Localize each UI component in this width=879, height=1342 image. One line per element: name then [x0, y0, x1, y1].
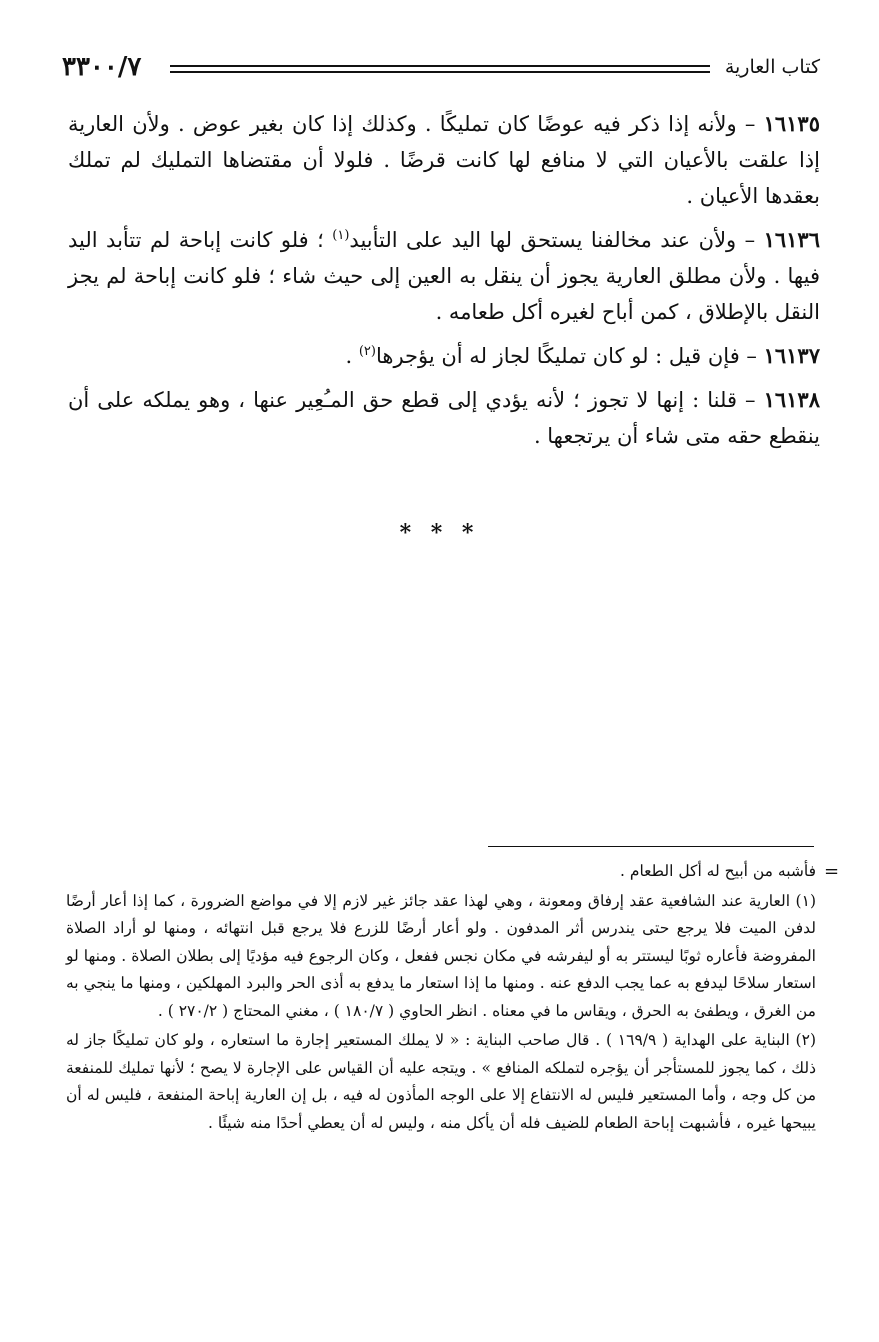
- footnote: (١) العارية عند الشافعية عقد إرفاق ومعونة ، وهي لهذا عقد جائز غير لازم إلا في مواضع الضرورة ، كما إذا أعار أرضًا لدفن الميت فلا يرجع حتى يندرس أثر المدفون . ولو أعار أرضًا للزرع فلا يرجع قبل انتهائه ، ومنها لو أراد الصلاة المفروضة فأعاره ثوبًا ليستتر به أو ليفرشه في مكان نجس ففعل ، وكان الرجوع فيه مؤديًا إلى بطلان الصلاة . ومنها لو استعار سلاحًا ليدفع به عما يجب الدفع عنه . ومنها ما إذا استعار ما يدفع به أذى الحر والبرد المهلكين ، ومنها ما ينجي به من الغرق ، ويطفئ به الحرق ، ويقاس ما في معناه . انظر الحاوي ( ١٨٠/٧ ) ، مغني المحتاج ( ٢٧٠/٢ ) .: [66, 891, 816, 1020]
- footnote-ref: (١): [332, 228, 350, 243]
- paragraph-number: ١٦١٣٦: [763, 227, 820, 252]
- footnote-continuation: فأشبه من أبيح له أكل الطعام .: [620, 862, 816, 880]
- paragraph-text: ؛ فلو كانت إباحة لم تتأبد اليد فيها . ولأن مطلق العارية يجوز أن ينقل به العين إلى حيث شاء ؛ فلو كانت إباحة لم يجز النقل بالإطلاق ، كمن أباح لغيره أكل طعامه .: [68, 228, 820, 324]
- paragraph-number: ١٦١٣٧: [763, 343, 820, 368]
- header-rule-bottom: [170, 71, 710, 73]
- main-text: [68, 106, 820, 462]
- section-separator: * * *: [399, 520, 480, 546]
- header-rule-top: [170, 65, 710, 67]
- footnotes: [66, 858, 816, 1139]
- footnote-rule: [488, 846, 814, 847]
- paragraph-text: – فإن قيل : لو كان تمليكًا لجاز له أن يؤجرها: [375, 344, 764, 368]
- paragraph: [68, 338, 820, 374]
- page-number: ٣٣٠٠/٧: [62, 52, 142, 82]
- paragraph: [68, 222, 820, 330]
- paragraph-number: ١٦١٣٥: [763, 111, 820, 136]
- footnote-ref: (٢): [358, 344, 376, 359]
- paragraph-text: – ولأنه إذا ذكر فيه عوضًا كان تمليكًا . وكذلك إذا كان بغير عوض . ولأن العارية إذا علقت بالأعيان التي لا منافع لها كانت قرضًا . فلولا أن مقتضاها التمليك لم تملك بعقدها الأعيان .: [68, 112, 820, 208]
- footnote: (٢) البناية على الهداية ( ١٦٩/٩ ) . قال صاحب البناية : « لا يملك المستعير إجارة ما استعاره ، ولو كان تمليكًا جاز له ذلك ، كما يجوز للمستأجر أن يؤجره لتملكه المنافع » . ويتجه عليه أن القياس على الإجارة لا يصح ؛ لأنها تمليك للمنفعة من كل وجه ، وأما المستعير فليس له الانتفاع إلا على الوجه المأذون له فيه ، بل إن العارية إباحة المنفعة ، فليس له أن يبيحها غيره ، فأشبهت إباحة الطعام للضيف فله أن يأكل منه ، وليس له أن يعطي أحدًا منه شيئًا .: [66, 1031, 816, 1132]
- running-header: [62, 52, 820, 88]
- paragraph-text: .: [345, 344, 359, 368]
- paragraph-text: – قلنا : إنها لا تجوز ؛ لأنه يؤدي إلى قطع حق المـُعِير عنها ، وهو يملكه على أن ينقطع حقه متى شاء أن يرتجعها .: [68, 388, 820, 448]
- paragraph-text: – ولأن عند مخالفنا يستحق لها اليد على التأبيد: [349, 228, 764, 252]
- paragraph-number: ١٦١٣٨: [763, 387, 820, 412]
- paragraph: [68, 106, 820, 214]
- paragraph: [68, 382, 820, 454]
- book-title: كتاب العارية: [724, 56, 820, 78]
- continuation-mark: =: [824, 861, 840, 882]
